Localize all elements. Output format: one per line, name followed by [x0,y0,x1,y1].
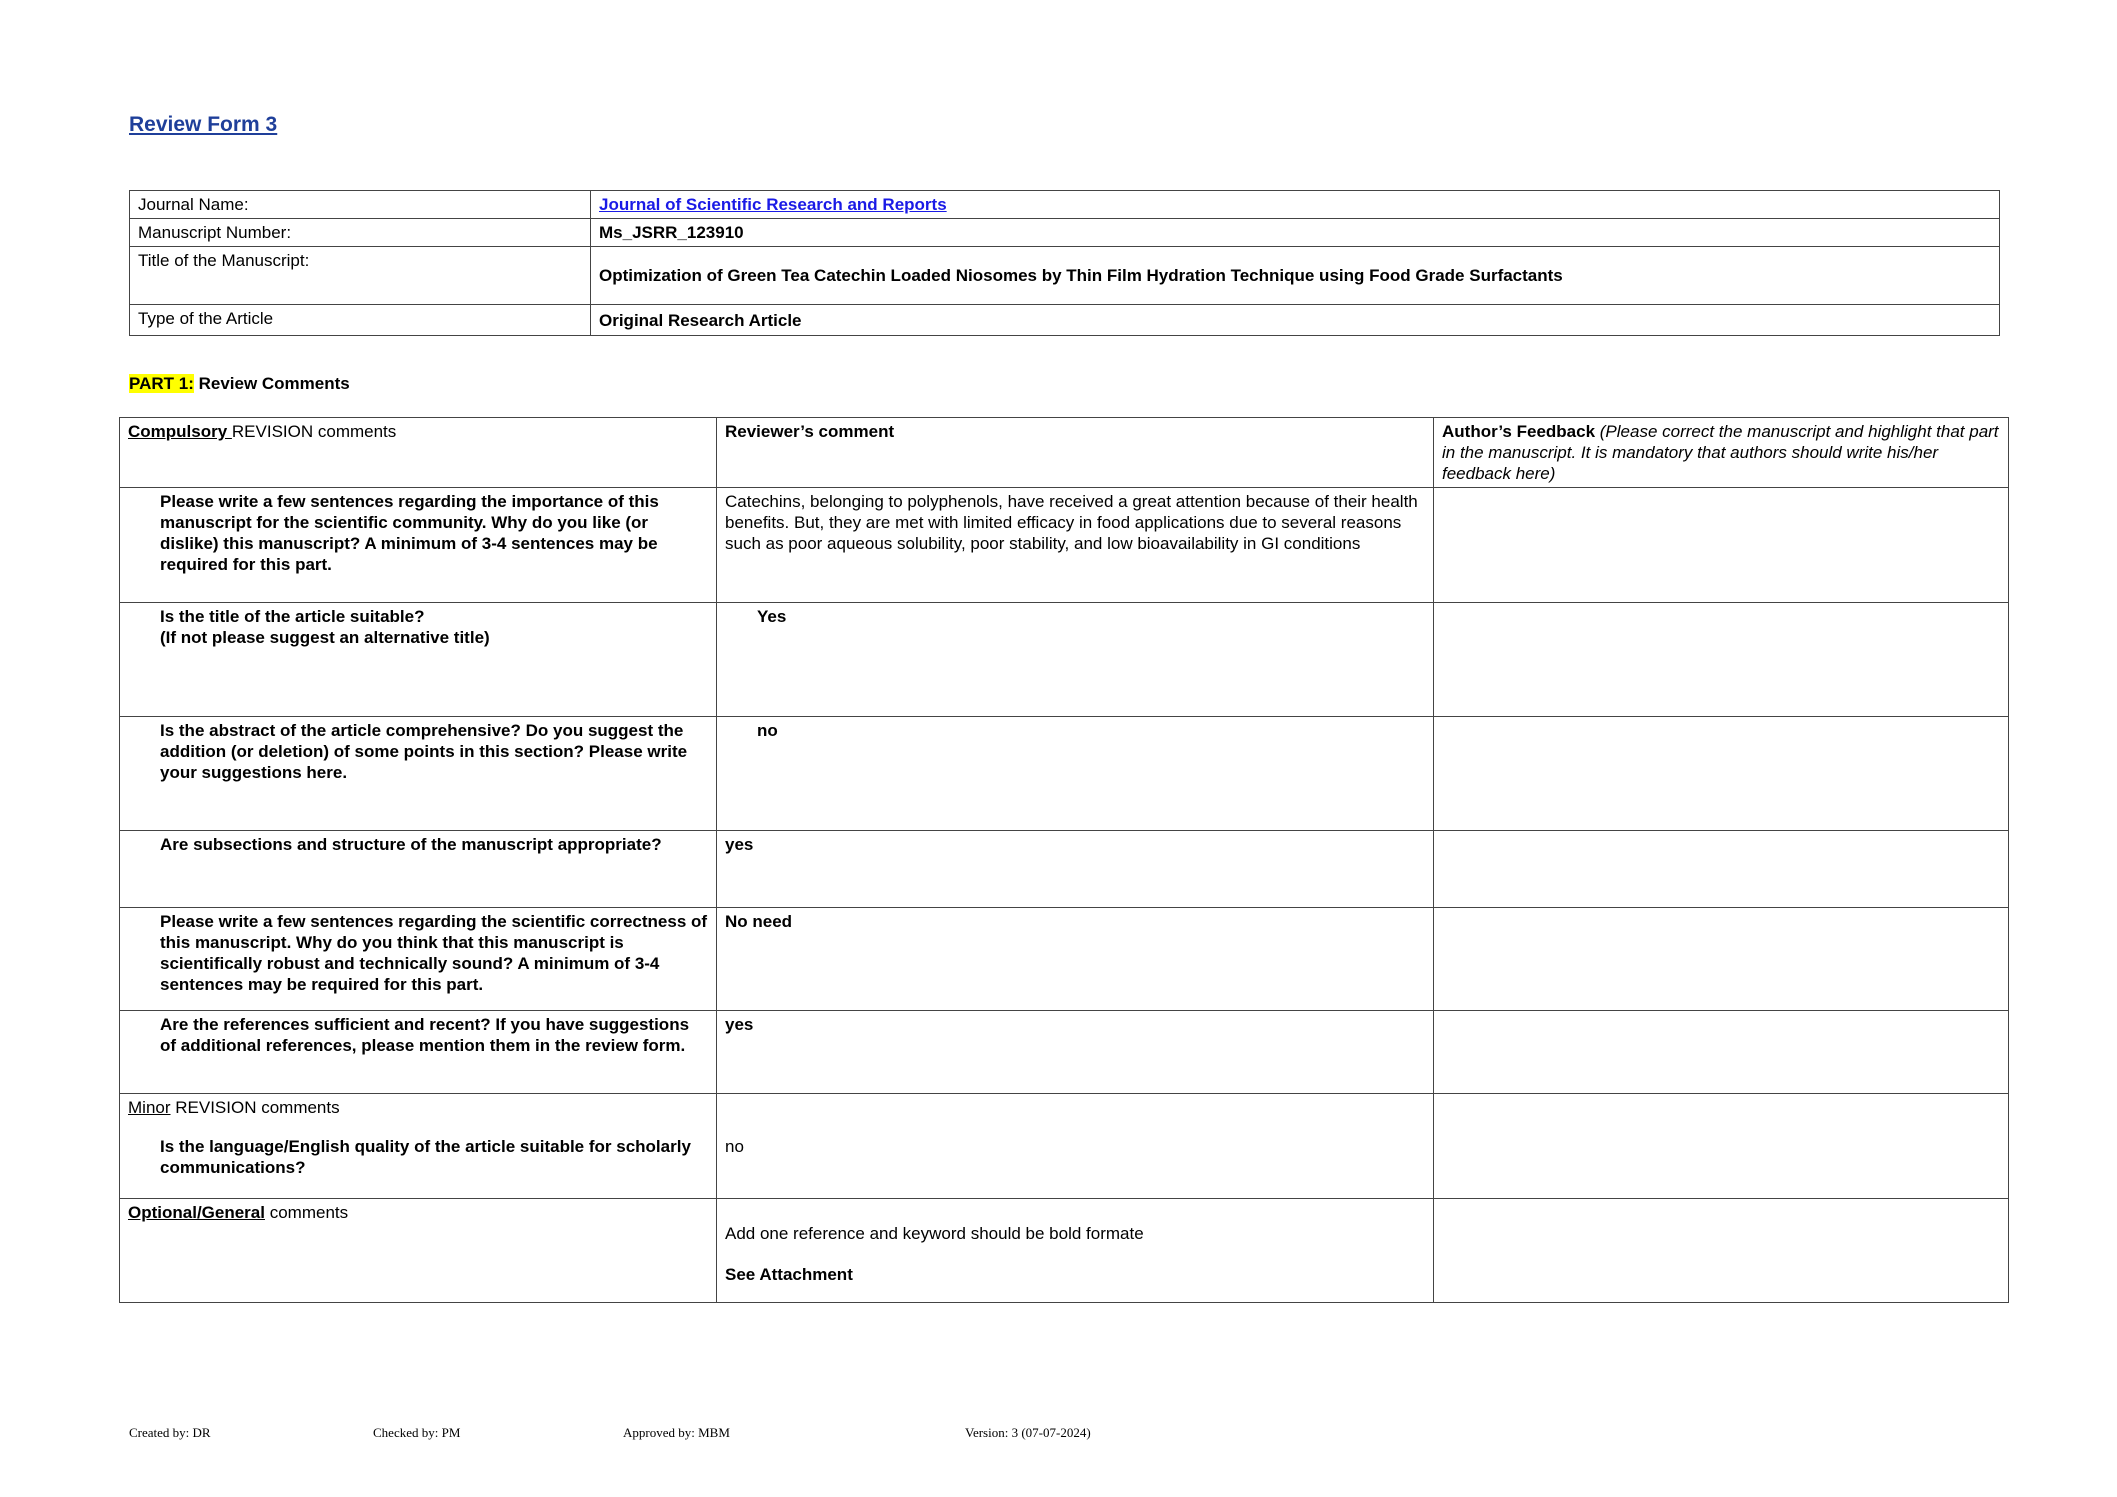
reviewer-comment: Yes [717,603,1434,717]
checked-by: Checked by: PM [373,1425,461,1440]
journal-label: Journal Name: [130,191,591,219]
type-label: Type of the Article [130,305,591,336]
reviewer-comment: yes [717,831,1434,908]
manuscript-info-table [129,190,2000,336]
question: Are subsections and structure of the manuscript appropriate? [120,831,717,908]
part-title: Review Comments [193,374,350,393]
part-label: PART 1: [129,374,194,393]
reviewer-comment: No need [717,908,1434,1011]
question: Are the references sufficient and recent? If you have suggestions of additional references, please mention them in the review form. [120,1011,717,1094]
number-label: Manuscript Number: [130,219,591,247]
form-title: Review Form 3 [129,113,278,136]
author-feedback[interactable] [1434,831,2009,908]
version: Version: 3 (07-07-2024) [965,1425,1091,1440]
part-heading [129,374,350,394]
reviewer-comment: no [717,1094,1434,1199]
approved-by: Approved by: MBM [623,1425,730,1440]
author-feedback[interactable] [1434,1094,2009,1199]
reviewer-comment: yes [717,1011,1434,1094]
reviewer-comment: no [717,717,1434,831]
title-label: Title of the Manuscript: [130,247,591,305]
question: Is the title of the article suitable? (If not please suggest an alternative title) [120,603,717,717]
minor-revision-cell: Minor REVISION comments Is the language/English quality of the article suitable for scholarly communications? [120,1094,717,1199]
author-feedback[interactable] [1434,1199,2009,1303]
author-feedback[interactable] [1434,1011,2009,1094]
header-reviewer: Reviewer’s comment [717,418,1434,488]
question: Is the abstract of the article comprehensive? Do you suggest the addition (or deletion) of some points in this section? Please write your suggestions here. [120,717,717,831]
author-feedback[interactable] [1434,603,2009,717]
reviewer-comment: Add one reference and keyword should be bold formate See Attachment [717,1199,1434,1303]
manuscript-title: Optimization of Green Tea Catechin Loaded Niosomes by Thin Film Hydration Technique using Food Grade Surfactants [591,247,2000,305]
author-feedback[interactable] [1434,908,2009,1011]
created-by: Created by: DR [129,1425,211,1440]
header-compulsory: Compulsory REVISION comments [120,418,717,488]
optional-comments-cell: Optional/General comments [120,1199,717,1303]
question: Please write a few sentences regarding the importance of this manuscript for the scientific community. Why do you like (or dislike) this manuscript? A minimum of 3-4 sentences may be required for this part. [120,488,717,603]
question: Is the language/English quality of the article suitable for scholarly communications? [160,1137,691,1177]
review-comments-table [119,417,2009,1303]
author-feedback[interactable] [1434,488,2009,603]
manuscript-number: Ms_JSRR_123910 [591,219,2000,247]
journal-link[interactable]: Journal of Scientific Research and Reports [599,195,947,214]
article-type: Original Research Article [591,305,2000,336]
reviewer-comment: Catechins, belonging to polyphenols, have received a great attention because of their health benefits. But, they are met with limited efficacy in food applications due to several reasons such as poor aqueous solubility, poor stability, and low bioavailability in GI conditions [717,488,1434,603]
question: Please write a few sentences regarding the scientific correctness of this manuscript. Why do you think that this manuscript is scientifically robust and technically sound? A minimum of 3-4 sentences may be required for this part. [120,908,717,1011]
header-author: Author’s Feedback (Please correct the manuscript and highlight that part in the manuscript. It is mandatory that authors should write his/her feedback here) [1434,418,2009,488]
author-feedback[interactable] [1434,717,2009,831]
